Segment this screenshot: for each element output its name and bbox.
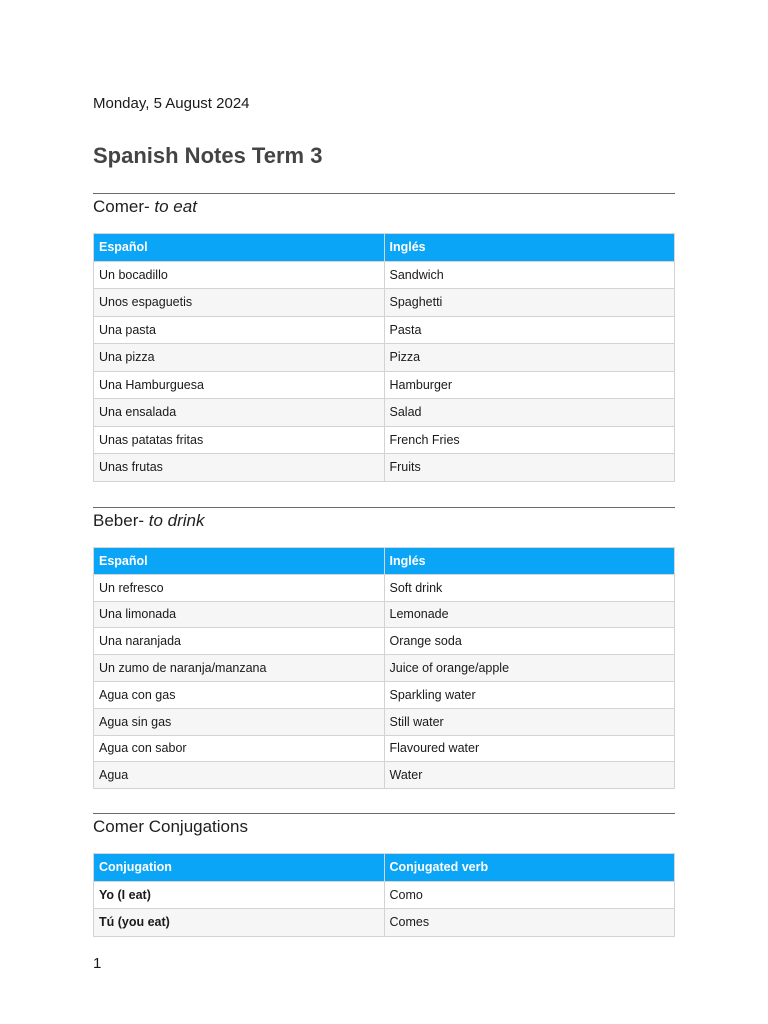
table-cell-term: Agua [94, 762, 385, 789]
table-cell-term: Una ensalada [94, 399, 385, 427]
table-row [94, 261, 675, 289]
table-cell-translation: Juice of orange/apple [384, 655, 675, 682]
section-heading-italic: to drink [144, 511, 205, 530]
table-row [94, 574, 675, 601]
table-cell-term: Unas patatas fritas [94, 426, 385, 454]
table-row [94, 909, 675, 937]
table-cell-term: Un bocadillo [94, 261, 385, 289]
column-header: Español [94, 548, 385, 575]
page-number: 1 [93, 955, 102, 972]
table-cell-term: Una Hamburguesa [94, 371, 385, 399]
table-cell-translation: Pasta [384, 316, 675, 344]
table-cell-translation: Water [384, 762, 675, 789]
page-title: Spanish Notes Term 3 [93, 143, 323, 168]
column-header: Conjugated verb [384, 854, 675, 882]
table-cell-translation: Sandwich [384, 261, 675, 289]
table-body [94, 261, 675, 481]
table-cell-translation: Sparkling water [384, 681, 675, 708]
column-header: Español [94, 234, 385, 262]
column-header: Inglés [384, 548, 675, 575]
section-heading [93, 813, 675, 853]
table-row [94, 881, 675, 909]
section-heading-text: Beber- [93, 511, 145, 530]
table-row [94, 316, 675, 344]
table-cell-term: Yo (I eat) [94, 881, 385, 909]
table-cell-term: Agua sin gas [94, 708, 385, 735]
table-cell-translation: Soft drink [384, 574, 675, 601]
table-cell-term: Tú (you eat) [94, 909, 385, 937]
table-row [94, 426, 675, 454]
table-cell-term: Una limonada [94, 601, 385, 628]
section-heading [93, 507, 675, 547]
table-cell-translation: Comes [384, 909, 675, 937]
section-heading-text: Comer Conjugations [93, 817, 248, 836]
table-cell-translation: Spaghetti [384, 289, 675, 317]
table-row [94, 655, 675, 682]
table-cell-translation: Salad [384, 399, 675, 427]
table-cell-term: Un refresco [94, 574, 385, 601]
table-row [94, 601, 675, 628]
table-cell-term: Una naranjada [94, 628, 385, 655]
table-row [94, 371, 675, 399]
section-heading [93, 193, 675, 233]
date-line: Monday, 5 August 2024 [93, 95, 250, 112]
vocab-table-comer [93, 233, 675, 482]
conjugation-table [93, 853, 675, 937]
table-body [94, 574, 675, 788]
table-row [94, 344, 675, 372]
table-cell-term: Una pizza [94, 344, 385, 372]
column-header: Inglés [384, 234, 675, 262]
table-cell-translation: Hamburger [384, 371, 675, 399]
table-cell-term: Un zumo de naranja/manzana [94, 655, 385, 682]
table-cell-translation: Still water [384, 708, 675, 735]
table-cell-term: Una pasta [94, 316, 385, 344]
table-row [94, 399, 675, 427]
section-beber [93, 507, 675, 789]
table-cell-translation: Orange soda [384, 628, 675, 655]
section-heading-text: Comer- [93, 197, 150, 216]
table-row [94, 708, 675, 735]
table-cell-translation: Como [384, 881, 675, 909]
table-cell-translation: Lemonade [384, 601, 675, 628]
table-row [94, 762, 675, 789]
table-body [94, 881, 675, 936]
table-cell-translation: Pizza [384, 344, 675, 372]
table-row [94, 628, 675, 655]
table-row [94, 681, 675, 708]
table-row [94, 735, 675, 762]
table-cell-translation: French Fries [384, 426, 675, 454]
table-cell-term: Agua con gas [94, 681, 385, 708]
table-cell-term: Agua con sabor [94, 735, 385, 762]
table-row [94, 454, 675, 482]
table-cell-term: Unas frutas [94, 454, 385, 482]
section-comer-conjugations [93, 813, 675, 937]
table-row [94, 289, 675, 317]
table-cell-term: Unos espaguetis [94, 289, 385, 317]
section-heading-italic: to eat [149, 197, 197, 216]
section-comer [93, 193, 675, 482]
table-cell-translation: Flavoured water [384, 735, 675, 762]
table-cell-translation: Fruits [384, 454, 675, 482]
column-header: Conjugation [94, 854, 385, 882]
vocab-table-beber [93, 547, 675, 789]
